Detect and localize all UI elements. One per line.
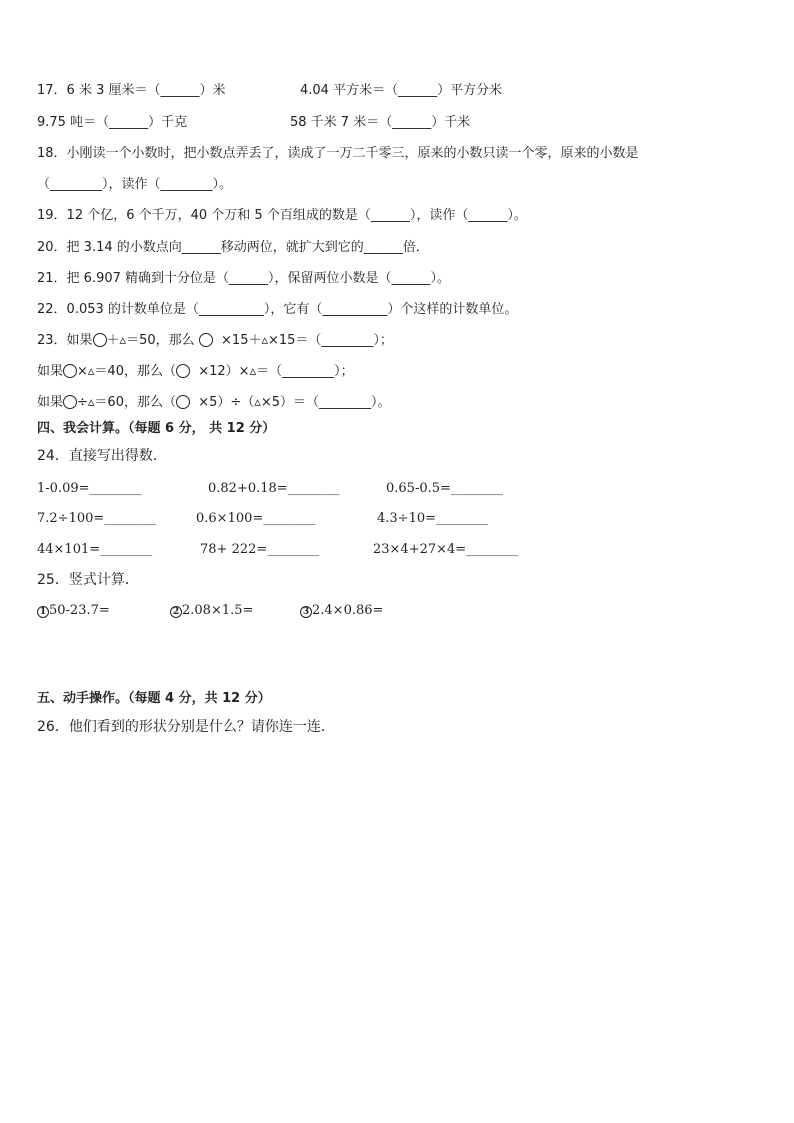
q25-item-3-expr: 2.4×0.86= <box>312 603 384 618</box>
q24-item-3: 0.65-0.5=________ <box>386 481 503 496</box>
q23-line1 <box>37 332 393 350</box>
q23-l2-post: ×12）×▵＝（________）； <box>198 364 354 379</box>
q17-item-c: 9.75 吨＝（______）千克 <box>37 115 188 130</box>
circle-icon <box>199 333 213 347</box>
q23-l3-mid: ÷▵＝60，那么（ <box>77 395 176 410</box>
q25-item-1 <box>37 602 110 620</box>
q24-item-8: 78+ 222=________ <box>200 542 320 557</box>
q23-line3 <box>37 394 391 412</box>
q22-text: 22．0.053 的计数单位是（__________），它有（__________）个这样的计数单位。 <box>37 302 518 317</box>
q24-item-4: 7.2÷100=________ <box>37 511 157 526</box>
q25-item-1-number: 1 <box>37 606 49 618</box>
section-4-heading: 四、我会计算。（每题 6 分， 共 12 分） <box>37 421 276 436</box>
q23-line2 <box>37 363 354 381</box>
circle-icon <box>176 364 190 378</box>
q23-l2-mid: ×▵＝40，那么（ <box>77 364 176 379</box>
q23-l2-pre: 如果 <box>37 364 64 379</box>
q18-line1: 18．小刚读一个小数时，把小数点弄丢了，读成了一万二千零三，原来的小数只读一个零，原来的小数是 <box>37 146 639 161</box>
q23-l3-pre: 如果 <box>37 395 64 410</box>
q25-item-2-number: 2 <box>170 606 182 618</box>
q25-item-3 <box>300 602 383 620</box>
q24-item-1: 1-0.09=________ <box>37 481 142 496</box>
q17-item-b: 4.04 平方米＝（______）平方分米 <box>300 83 503 98</box>
q17-item-d: 58 千米 7 米＝（______）千米 <box>290 115 471 130</box>
q24-item-6: 4.3÷10=________ <box>377 511 489 526</box>
q17-item-a: 17．6 米 3 厘米＝（______）米 <box>37 83 226 98</box>
q24-item-2: 0.82+0.18=________ <box>208 481 340 496</box>
q23-l1-mid: ＋▵＝50，那么 <box>106 333 195 348</box>
q25-item-2 <box>170 602 253 620</box>
q24-title: 24．直接写出得数． <box>37 448 167 464</box>
q23-l3-post: ×5）÷（▵×5）＝（________）。 <box>198 395 391 410</box>
circle-icon <box>63 364 77 378</box>
q23-l1-post: ×15＋▵×15＝（________）； <box>221 333 393 348</box>
q25-item-1-expr: 50-23.7= <box>49 603 110 618</box>
circle-icon <box>176 395 190 409</box>
q23-l1-pre: 23．如果 <box>37 333 93 348</box>
circle-icon <box>63 395 77 409</box>
q19-text: 19．12 个亿，6 个千万，40 个万和 5 个百组成的数是（______），读作（______）。 <box>37 208 527 223</box>
circle-icon <box>93 333 107 347</box>
q24-item-9: 23×4+27×4=________ <box>373 542 519 557</box>
q24-item-7: 44×101=________ <box>37 542 153 557</box>
section-5-heading: 五、动手操作。（每题 4 分，共 12 分） <box>37 691 271 706</box>
q24-item-5: 0.6×100=________ <box>196 511 316 526</box>
q26-text: 26．他们看到的形状分别是什么？请你连一连． <box>37 719 335 735</box>
q25-item-2-expr: 2.08×1.5= <box>182 603 254 618</box>
q25-item-3-number: 3 <box>300 606 312 618</box>
q18-line2: （________），读作（________）。 <box>37 177 233 192</box>
q20-text: 20．把 3.14 的小数点向______移动两位，就扩大到它的______倍． <box>37 240 429 255</box>
q21-text: 21．把 6.907 精确到十分位是（______），保留两位小数是（______）。 <box>37 271 451 286</box>
q25-title: 25．竖式计算． <box>37 572 139 588</box>
